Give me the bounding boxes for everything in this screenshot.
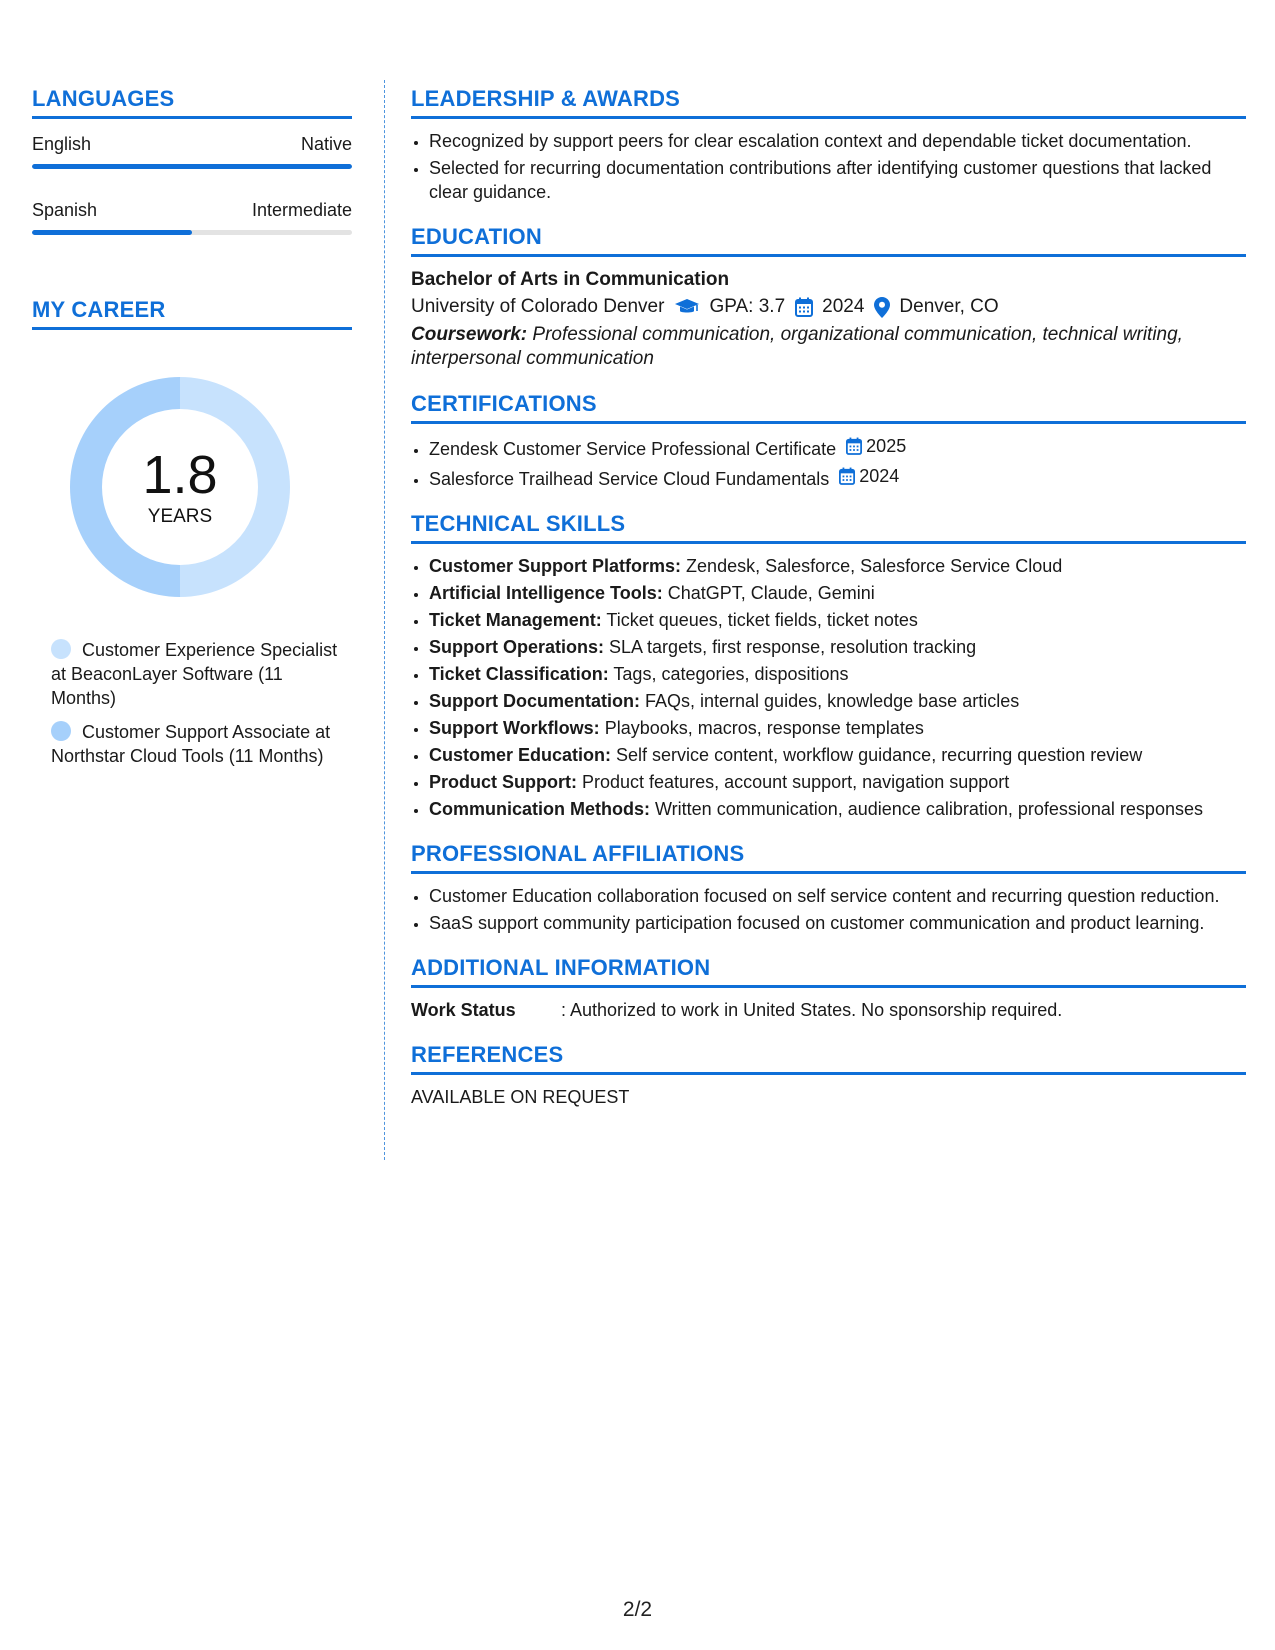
certification-name: Salesforce Trailhead Service Cloud Fundamentals (429, 469, 830, 489)
education-coursework (411, 323, 1246, 371)
career-legend-item (51, 638, 341, 710)
education-year: 2024 (822, 296, 865, 317)
skill-label: Ticket Classification: (429, 664, 609, 684)
coursework-text: Professional communication, organizational communication, technical writing, interpersonal communication (411, 324, 1183, 369)
skill-item (429, 635, 1246, 659)
career-total-years: 1.8 (142, 445, 218, 505)
leadership-list (411, 129, 1246, 204)
list-item: • Selected for recurring documentation contributions after identifying customer questions that lacked clear guidance. (429, 156, 1246, 204)
skill-value: ChatGPT, Claude, Gemini (667, 583, 875, 603)
certifications-title: CERTIFICATIONS (411, 391, 1246, 424)
education-section (411, 224, 1246, 371)
work-status-row (411, 998, 1246, 1022)
career-section (32, 297, 352, 768)
skill-item (429, 797, 1246, 821)
education-location: Denver, CO (899, 296, 999, 317)
skill-value: Ticket queues, ticket fields, ticket notes (606, 610, 918, 630)
skill-value: Product features, account support, navigation support (582, 772, 1010, 792)
career-role-label: Customer Experience Specialist at BeaconLayer Software (11 Months) (51, 640, 338, 708)
skill-value: Tags, categories, dispositions (613, 664, 849, 684)
column-divider (384, 80, 385, 1160)
page-number: 2/2 (622, 1598, 653, 1621)
skill-value: Self service content, workflow guidance, recurring question review (616, 745, 1143, 765)
sidebar (32, 86, 352, 778)
affiliations-list (411, 884, 1246, 935)
skill-label: Customer Education: (429, 745, 612, 765)
calendar-icon (839, 467, 855, 485)
skill-label: Product Support: (429, 772, 577, 792)
certification-year: 2024 (859, 466, 900, 486)
references-text: AVAILABLE ON REQUEST (411, 1087, 630, 1107)
calendar-icon (846, 437, 862, 455)
skill-item (429, 662, 1246, 686)
career-legend (51, 638, 341, 768)
career-total-unit: YEARS (147, 506, 213, 527)
certification-item (429, 464, 1246, 491)
language-level: Intermediate (251, 200, 352, 220)
language-proficiency-fill (32, 230, 192, 235)
language-item (32, 199, 352, 235)
references-section (411, 1042, 1246, 1109)
career-donut-chart (65, 372, 295, 602)
additional-info-section (411, 955, 1246, 1022)
skill-label: Support Operations: (429, 637, 604, 657)
education-degree: Bachelor of Arts in Communication (411, 269, 730, 290)
skill-item (429, 554, 1246, 578)
education-school: University of Colorado Denver (411, 296, 665, 317)
legend-dot-icon (51, 721, 71, 741)
affiliations-section (411, 841, 1246, 935)
skill-value: Zendesk, Salesforce, Salesforce Service Cloud (686, 556, 1063, 576)
work-status-value: : Authorized to work in United States. No sponsorship required. (561, 1000, 1063, 1020)
skills-list (411, 554, 1246, 821)
language-level: Native (300, 134, 352, 154)
skill-value: Written communication, audience calibration, professional responses (655, 799, 1203, 819)
skill-label: Ticket Management: (429, 610, 602, 630)
skill-value: SLA targets, first response, resolution tracking (609, 637, 977, 657)
language-item (32, 133, 352, 169)
certification-item (429, 434, 1246, 461)
main-column (411, 86, 1246, 1129)
list-item: • Recognized by support peers for clear escalation context and dependable ticket documentation. (429, 129, 1246, 153)
skill-label: Support Workflows: (429, 718, 600, 738)
languages-title: LANGUAGES (32, 86, 352, 119)
graduation-cap-icon (674, 298, 700, 316)
skill-item (429, 689, 1246, 713)
language-proficiency-fill (32, 164, 352, 169)
certifications-list (411, 434, 1246, 491)
skill-value: FAQs, internal guides, knowledge base articles (645, 691, 1020, 711)
calendar-icon (795, 297, 813, 317)
career-legend-item (51, 720, 341, 768)
skill-item (429, 716, 1246, 740)
skill-label: Communication Methods: (429, 799, 650, 819)
location-pin-icon (874, 297, 890, 318)
skill-label: Support Documentation: (429, 691, 640, 711)
skills-section (411, 511, 1246, 821)
coursework-label: Coursework: (411, 324, 528, 345)
language-proficiency-bar (32, 230, 352, 235)
language-name: English (32, 134, 92, 154)
skill-item (429, 581, 1246, 605)
skill-item (429, 743, 1246, 767)
leadership-title: LEADERSHIP & AWARDS (411, 86, 1246, 119)
work-status-label: Work Status (411, 1000, 516, 1020)
legend-dot-icon (51, 639, 71, 659)
certification-year: 2025 (866, 436, 907, 456)
skill-item (429, 608, 1246, 632)
career-role-label: Customer Support Associate at Northstar Cloud Tools (11 Months) (51, 722, 331, 766)
career-title: MY CAREER (32, 297, 352, 330)
certifications-section (411, 391, 1246, 491)
skills-title: TECHNICAL SKILLS (411, 511, 1246, 544)
affiliations-title: PROFESSIONAL AFFILIATIONS (411, 841, 1246, 874)
education-gpa: GPA: 3.7 (709, 296, 786, 317)
language-proficiency-bar (32, 164, 352, 169)
languages-section (32, 86, 352, 235)
language-name: Spanish (32, 200, 98, 220)
list-item: • Customer Education collaboration focused on self service content and recurring question reduction. (429, 884, 1246, 908)
skill-value: Playbooks, macros, response templates (604, 718, 924, 738)
additional-info-title: ADDITIONAL INFORMATION (411, 955, 1246, 988)
leadership-section (411, 86, 1246, 204)
education-title: EDUCATION (411, 224, 1246, 257)
skill-label: Customer Support Platforms: (429, 556, 682, 576)
skill-item (429, 770, 1246, 794)
list-item: • SaaS support community participation focused on customer communication and product learning. (429, 911, 1246, 935)
skill-label: Artificial Intelligence Tools: (429, 583, 663, 603)
references-title: REFERENCES (411, 1042, 1246, 1075)
education-details (411, 293, 1246, 321)
certification-name: Zendesk Customer Service Professional Certificate (429, 439, 837, 459)
